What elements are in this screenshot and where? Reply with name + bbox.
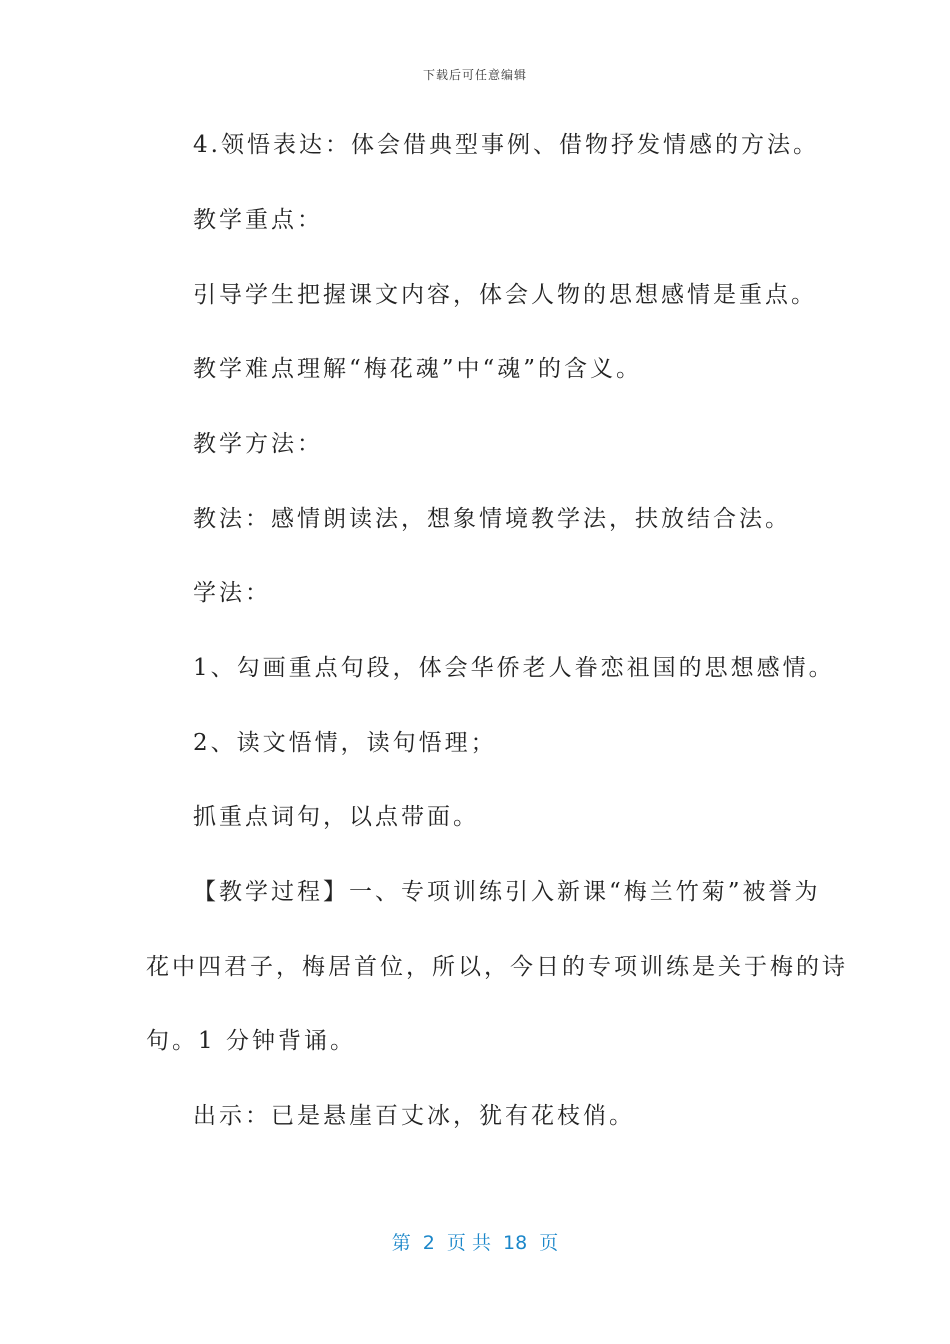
paragraph-teaching-difficulty: 教学难点理解“梅花魂”中“魂”的含义。	[193, 356, 643, 382]
paragraph-teaching-method: 教法：感情朗读法，想象情境教学法，扶放结合法。	[193, 506, 791, 532]
page-number-footer: 第 2 页 共 18 页	[391, 1232, 559, 1254]
paragraph-teaching-focus-heading: 教学重点：	[193, 207, 323, 233]
paragraph-process-recite: 句。1 分钟背诵。	[146, 1028, 356, 1054]
paragraph-process-continued: 花中四君子，梅居首位，所以，今日的专项训练是关于梅的诗	[146, 954, 848, 980]
paragraph-process-intro: 【教学过程】一、专项训练引入新课“梅兰竹菊”被誉为	[193, 879, 821, 905]
paragraph-poem-display: 出示：已是悬崖百丈冰，犹有花枝俏。	[193, 1103, 635, 1129]
paragraph-learning-method-heading: 学法：	[193, 580, 271, 606]
paragraph-learning-method-1: 1、勾画重点句段，体会华侨老人眷恋祖国的思想感情。	[193, 655, 835, 681]
paragraph-teaching-focus: 引导学生把握课文内容，体会人物的思想感情是重点。	[193, 282, 817, 308]
paragraph-learning-method-2: 2、读文悟情，读句悟理；	[193, 730, 497, 756]
paragraph-expression-goal: 4.领悟表达：体会借典型事例、借物抒发情感的方法。	[193, 132, 819, 158]
page-header: 下载后可任意编辑	[422, 68, 527, 82]
paragraph-teaching-method-heading: 教学方法：	[193, 431, 323, 457]
paragraph-key-sentences: 抓重点词句，以点带面。	[193, 804, 479, 830]
